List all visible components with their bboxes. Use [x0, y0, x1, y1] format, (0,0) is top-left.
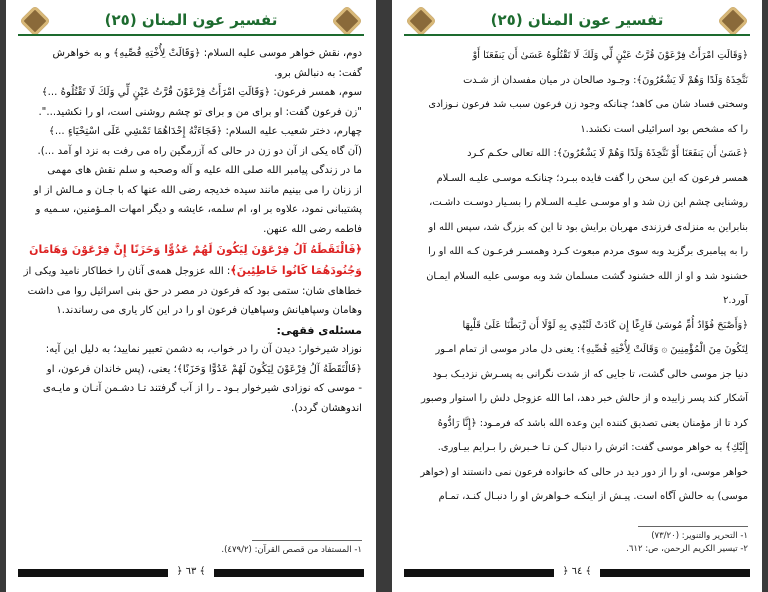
text-line: آورد.٢	[723, 295, 748, 306]
text-line: نَتَّخِذَهُ وَلَدًا وَهُمْ لَا يَشْعُرُونَ﴾: وجـود صالحان در میان مفسدان از شـدت	[463, 74, 748, 86]
footnote: ٢- تیسیر الکریم الرحمن، ص: ٦١٢.	[626, 544, 748, 554]
text-line: وهامان وسپاهیانش وسپاهیان فرعون او را در این کار یاری می رساندند.١	[56, 305, 362, 316]
text-line: خشنود شد و او از الله خشنود گشت مسلمان شد وبه موسی علیه السلام ایمـان	[426, 270, 748, 282]
text-fragment: : الله عزوجل همه‌ی آنان را خطاکار نامید ویکی از	[23, 266, 231, 277]
book-page-64	[392, 0, 762, 592]
quran-verse: وَجُنُودَهُمَا كَانُوا خَاطِئِينَ﴾	[230, 264, 362, 277]
text-line: وسختی فساد شان می کاهد؛ چنانکه وجود زن فرعون سبب شد فرعون نـوزادی	[428, 99, 748, 110]
page-header	[404, 8, 750, 36]
ornament-icon	[331, 5, 362, 36]
header-rule	[18, 34, 364, 36]
text-line: لِتَكُونَ مِنَ الْمُؤْمِنِينَ ۞ وَقَالَتْ لِأُخْتِهِ قُصِّيهِ﴾: یعنی دل مادر موسی از تمام امـور	[435, 344, 748, 355]
ornament-icon	[717, 5, 748, 36]
text-line: ما در زندگی پیامبر الله صلی الله علیه و آله وصحبه و سلم نقش های مهمی	[47, 165, 362, 176]
text-line: ﴿وَقَالَتِ امْرَأَتُ فِرْعَوْنَ قُرَّتُ عَيْنٍ لِّي وَلَكَ لَا تَقْتُلُوهُ عَسَىٰ أَن يَنفَعَنَا أَوْ	[472, 50, 748, 61]
page-number: ﴿ ٦٣ ﴾	[176, 566, 206, 577]
text-line: همسر فرعون که این سخن را گفت فایده ببـرد؛ چنانکـه موسـی علیـه السـلام	[436, 172, 748, 184]
footnote-rule	[252, 540, 362, 541]
page-header-title: تفسير عون المنان (٢٥)	[104, 11, 278, 29]
text-line: "زن فرعون گفت: او برای من و برای تو چشم روشنی است، او را نکشید...".	[38, 106, 362, 118]
text-line: خواهر موسی، او را از دور دید در حالی که خانواده فرعون نمی دانستند او (خواهر	[420, 466, 748, 478]
text-line: را که مشخص بود اسرائیلی است نکشد.١	[580, 123, 748, 135]
book-page-63	[6, 0, 376, 592]
footer-bar	[404, 569, 554, 577]
footnote-rule	[638, 526, 748, 527]
header-rule	[404, 34, 750, 36]
text-line: اندوهشان گردد).	[291, 402, 362, 414]
text-line: را به پیامبری برگزید وبه سوی مردم مبعوث کـرد وهمسـر فرعـون کـه الله او را	[428, 246, 748, 257]
text-line: چهارم، دختر شعیب علیه السلام: ﴿فَجَاءَتْهُ إِحْدَاهُمَا تَمْشِي عَلَى اسْتِحْيَاءٍ ...﴾	[48, 126, 362, 137]
ornament-icon	[405, 5, 436, 36]
footnote: ١- التحریر والتنویر: (٧٣/٢٠)	[651, 531, 748, 541]
page-header-title: تفسير عون المنان (٢٥)	[490, 11, 664, 29]
footnotes	[20, 544, 362, 557]
text-line: دنیا جز موسی خالی گشت، تا جایی که از شدت نگرانی به پسـرش نزدیـک بـود	[432, 368, 748, 380]
text-line: فاطمه رضی الله عنهن.	[263, 223, 362, 235]
text-line: سوم، همسر فرعون: ﴿وَقَالَتِ امْرَأَتُ فِرْعَوْنَ قُرَّتُ عَيْنٍ لِّي وَلَكَ لَا تَقْتُلُوهُ ...﴾	[41, 87, 362, 98]
page-number: ﴿ ٦٤ ﴾	[562, 566, 592, 577]
text-line: إِلَيْكِ﴾ به خواهر موسی گفت: اثرش را دنبال کـن تـا خـبرش را بـرایم بیـاوری.	[437, 442, 748, 453]
page-footer	[404, 566, 750, 580]
text-line: خطاهای شان: ستمی بود که فرعون در مصر در حق بنی اسرائیل روا می داشت	[27, 285, 362, 297]
text-line: موسی) به حالش آگاه است. پیـش از اینکـه خـواهرش او را دنبـال کنـد، تمـام	[438, 491, 748, 502]
text-line: پشتیبانی نمود، علاوه بر او، ام سلمه، عایشه و دیگر امهات المـؤمنین، سـمیه و	[35, 204, 362, 215]
text-line: از زنان را می بینیم مانند سیده خدیجه رضی الله عنها که با جـان و مـالش از او	[33, 184, 362, 196]
text-line: آشکار کند پسر زاییده و از حالش خبر دهد، اما الله عزوجل دلش را استوار وصبور	[421, 393, 748, 404]
text-line: ﴿وَأَصْبَحَ فُؤَادُ أُمِّ مُوسَىٰ فَارِغًا إِن كَادَتْ لَتُبْدِي بِهِ لَوْلَا أَن رَّبَطْنَا عَلَىٰ قَلْبِهَا	[462, 319, 748, 331]
text-line: (آن گاه یکی از آن دو زن در حالی که آزرمگین راه می رفت به نزد او آمد ...).	[37, 145, 362, 157]
page-footer	[18, 566, 364, 580]
footer-bar	[18, 569, 168, 577]
text-line	[20, 260, 362, 282]
quran-verse: ﴿فَالْتَقَطَهُ آلُ فِرْعَوْنَ لِيَكُونَ لَهُمْ عَدُوًّا وَحَزَنًا إِنَّ فِرْعَوْنَ وَهَامَانَ	[29, 243, 362, 256]
text-line: دوم، نقش خواهر موسی علیه السلام: ﴿وَقَالَتْ لِأُخْتِهِ قُصِّيهِ﴾ و به خواهرش	[52, 48, 362, 59]
text-line: گفت: به دنبالش برو.	[274, 67, 362, 79]
section-heading: مسئله‌ی فقهی:	[276, 323, 362, 337]
footnote: ١- المستفاد من قصص القرآن: (٤٧٩/٢).	[221, 545, 362, 555]
text-line: نوزاد شیرخوار: دیدن آن را در خواب، به دشمن تعبیر نمایید؛ به دلیل این آیه:	[45, 344, 362, 355]
text-line: روشنایی چشم این زن شد و او موسـی علیـه السـلام را بسـیار دوسـت داشـت،	[429, 197, 748, 208]
footer-bar	[600, 569, 750, 577]
ornament-icon	[19, 5, 50, 36]
text-line: ﴿عَسَىٰ أَن يَنفَعَنَا أَوْ نَتَّخِذَهُ وَلَدًا وَهُمْ لَا يَشْعُرُونَ﴾: الله تعالی حکـم کـرد	[467, 148, 748, 159]
text-line: بنابراین به منزله‌ی فرزندی مهربان برایش بود تا این که بزرگ شد، سپس الله او	[428, 221, 748, 233]
footnotes	[406, 530, 748, 556]
text-line: ﴿فَالْتَقَطَهُ آلُ فِرْعَوْنَ لِيَكُونَ لَهُمْ عَدُوًّا وَحَزَنًا﴾؛ یعنی، (پس خاندان فرعون، او	[46, 363, 362, 375]
footer-bar	[214, 569, 364, 577]
text-line: کرد تا از مؤمنان یعنی تصدیق کننده این وعده الله باشد که فرمـود: ﴿إِنَّا رَادُّوهُ	[437, 417, 748, 429]
page-body	[20, 44, 362, 418]
page-body	[406, 44, 748, 510]
text-line: - موسی که نوزادی شیرخوار بـود ـ را از آب گرفتند تـا دشـمن آنـان و مایـه‌ی	[42, 383, 362, 394]
page-header	[18, 8, 364, 36]
